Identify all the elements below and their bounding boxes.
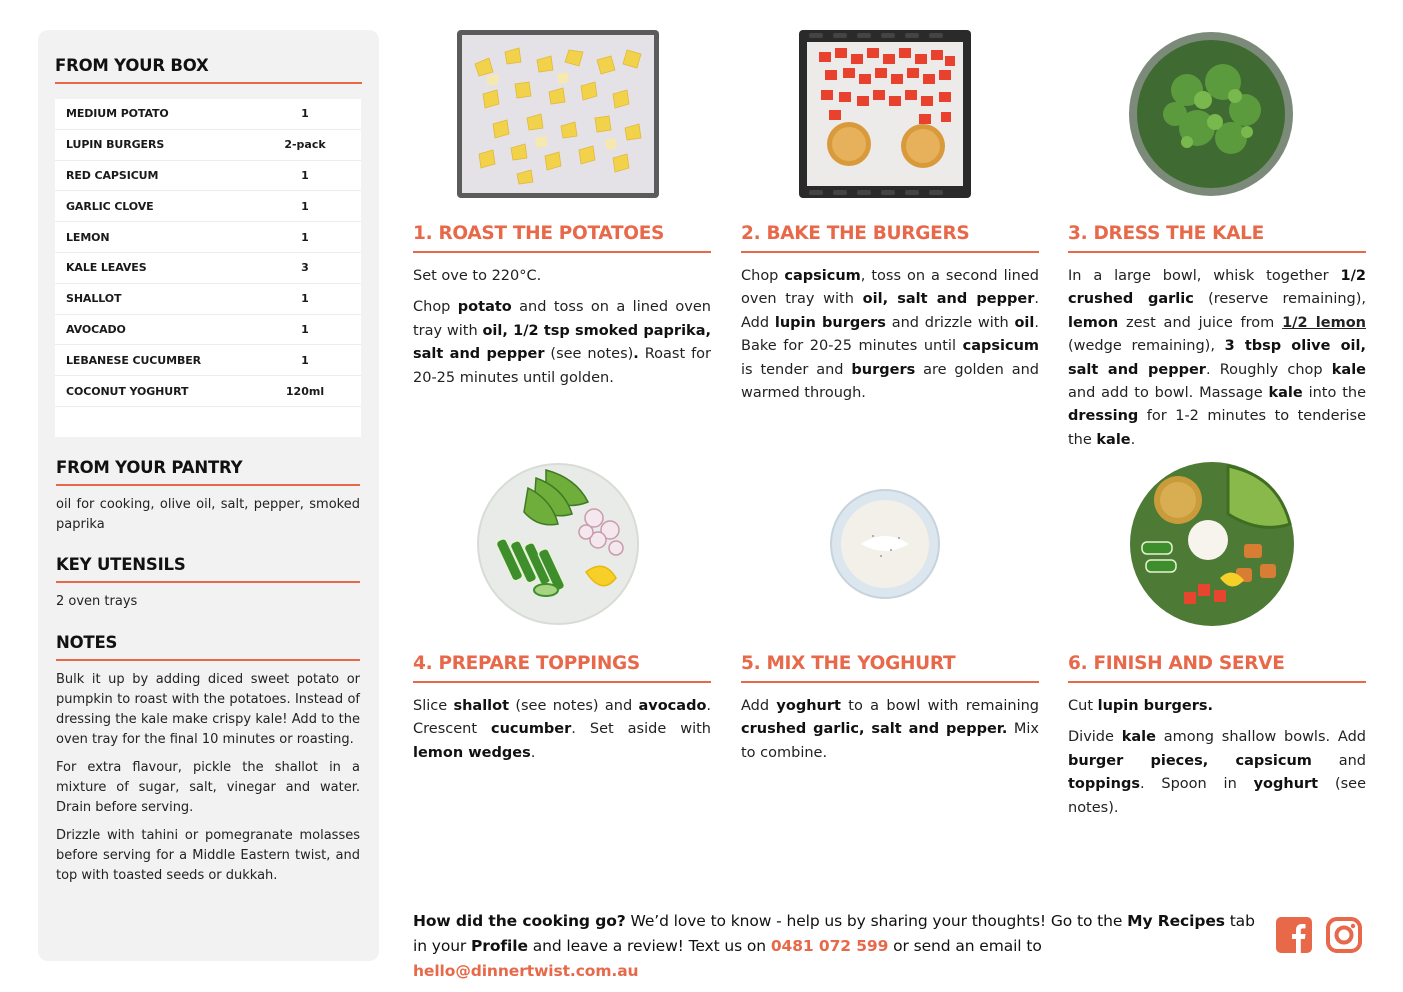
profile-label: Profile	[471, 937, 528, 955]
potato-tray-photo	[457, 30, 659, 198]
step-text-segment: potato	[457, 299, 512, 316]
step-text-segment: Chop	[741, 268, 785, 284]
ingredients-table	[55, 99, 361, 437]
step-text-segment: Mix to combine.	[741, 721, 1039, 761]
ingredient-qty: 1	[301, 322, 309, 336]
note-1: Bulk it up by adding diced sweet potato or pumpkin to roast with the potatoes. Instead of dressing the kale make crispy kale! Add to the oven tray for the final 10 minutes or roasting.	[56, 672, 360, 747]
step-text-segment: . Crescent	[413, 698, 712, 738]
ingredient-name: GARLIC CLOVE	[66, 199, 154, 213]
step-text-segment: burgers	[851, 361, 916, 378]
footer-text-2: tab in your	[413, 912, 1255, 955]
step-text-segment: for 1-2 minutes to tenderise the	[1068, 408, 1366, 448]
ingredient-name: SHALLOT	[66, 292, 122, 306]
feedback-footer	[413, 909, 1263, 984]
step-text-segment: and add to bowl. Massage	[1068, 385, 1269, 402]
step-text-segment: Chop	[413, 299, 458, 316]
facebook-icon[interactable]	[1275, 916, 1313, 954]
pantry-title: FROM YOUR PANTRY	[56, 458, 360, 486]
step-text-segment: 1/2 crushed garlic	[1068, 268, 1366, 308]
ingredient-row	[55, 191, 361, 222]
step-5-body	[741, 695, 1039, 765]
step-2-title: 2. BAKE THE BURGERS	[741, 223, 1039, 253]
step-text-segment: (see notes).	[1068, 776, 1366, 816]
step-text-segment: . Set aside with	[571, 721, 711, 738]
step-text-segment: zest and juice from	[1118, 314, 1283, 331]
step-text-segment: kale	[1331, 361, 1366, 378]
ingredient-name: RED CAPSICUM	[66, 168, 159, 182]
ingredient-name: KALE LEAVES	[66, 261, 147, 275]
step-text-segment: . Add	[741, 291, 1039, 331]
step-paragraph	[741, 265, 1039, 405]
step-text-segment: into the	[1302, 385, 1366, 402]
email-link[interactable]: hello@dinnertwist.com.au	[413, 962, 639, 980]
ingredient-name: MEDIUM POTATO	[66, 107, 169, 121]
step-3-body	[1068, 265, 1366, 452]
kale-bowl-photo	[1127, 30, 1295, 198]
instagram-icon[interactable]	[1325, 916, 1363, 954]
step-text-segment: dressing	[1068, 408, 1139, 425]
step-paragraph	[413, 695, 711, 765]
my-recipes-label: My Recipes	[1127, 912, 1225, 930]
ingredient-qty: 1	[301, 199, 309, 213]
step-text-segment: Set ove to 220°C.	[413, 268, 542, 284]
ingredient-row	[55, 345, 361, 376]
step-paragraph	[1068, 265, 1366, 452]
ingredient-name: COCONUT YOGHURT	[66, 384, 189, 398]
note-2: For extra flavour, pickle the shallot in a mixture of sugar, salt, vinegar and water. Drain before serving.	[56, 760, 360, 815]
step-text-segment: cucumber	[490, 721, 572, 738]
step-text-segment: kale	[1096, 431, 1131, 448]
pantry-section	[56, 458, 360, 535]
notes-section	[56, 633, 360, 894]
ingredient-row	[55, 130, 361, 161]
notes-title: NOTES	[56, 633, 360, 661]
step-text-segment: , toss on a second lined oven tray with	[741, 268, 1039, 308]
step-text-segment: shallot	[453, 698, 510, 714]
step-text-segment: (wedge remaining),	[1068, 338, 1225, 355]
step-1	[413, 223, 711, 398]
step-text-segment: lupin burgers.	[1097, 698, 1213, 714]
ingredient-qty: 1	[301, 168, 309, 182]
ingredient-qty: 1	[301, 353, 309, 367]
footer-text-1: We’d love to know - help us by sharing your thoughts! Go to the	[625, 912, 1128, 930]
ingredient-qty: 1	[301, 292, 309, 306]
step-1-body	[413, 265, 711, 390]
ingredient-row	[55, 161, 361, 192]
step-3	[1068, 223, 1366, 460]
step-text-segment: Cut	[1068, 698, 1098, 714]
step-text-segment: capsicum	[784, 268, 861, 284]
utensils-text: 2 oven trays	[56, 594, 138, 609]
step-text-segment: toppings	[1068, 776, 1140, 793]
note-3: Drizzle with tahini or pomegranate molasses before serving for a Middle Eastern twist, and top with toasted seeds or dukkah.	[56, 828, 360, 883]
ingredient-qty: 1	[301, 107, 309, 121]
footer-text-4: or send an email to	[888, 937, 1042, 955]
step-text-segment: and drizzle with	[885, 314, 1015, 331]
step-text-segment: Add	[741, 698, 777, 714]
ingredient-row	[55, 222, 361, 253]
notes-text	[56, 670, 360, 886]
step-paragraph	[413, 296, 711, 390]
ingredient-name: AVOCADO	[66, 322, 126, 336]
step-text-segment: lemon	[1068, 314, 1119, 331]
step-text-segment: Divide	[1068, 729, 1122, 746]
footer-lead: How did the cooking go?	[413, 912, 626, 930]
finished-bowl-photo	[1128, 460, 1296, 628]
ingredient-qty: 1	[301, 230, 309, 244]
step-text-segment: . Spoon in	[1139, 776, 1254, 793]
step-text-segment: to a bowl with remaining	[840, 698, 1039, 714]
utensils-section	[56, 555, 360, 612]
utensils-title: KEY UTENSILS	[56, 555, 360, 583]
step-2	[741, 223, 1039, 413]
step-text-segment: oil, salt and pepper	[862, 291, 1035, 308]
step-text-segment: . Roughly chop	[1205, 361, 1332, 378]
step-text-segment: burger pieces, capsicum	[1068, 752, 1312, 769]
step-4-title: 4. PREPARE TOPPINGS	[413, 653, 711, 683]
step-text-segment: is tender and	[741, 361, 852, 378]
ingredient-row	[55, 253, 361, 284]
step-text-segment: and toss on a lined oven tray with	[413, 299, 711, 339]
step-text-segment: oil	[1014, 314, 1035, 331]
ingredient-name: LEMON	[66, 230, 110, 244]
phone-link[interactable]: 0481 072 599	[770, 937, 889, 955]
step-text-segment: .	[1130, 431, 1136, 448]
step-text-segment: .	[530, 744, 536, 761]
ingredient-row	[55, 284, 361, 315]
step-paragraph	[1068, 695, 1366, 718]
step-paragraph	[741, 695, 1039, 765]
footer-text-3: and leave a review! Text us on	[527, 937, 771, 955]
step-text-segment: (see notes)	[544, 346, 634, 363]
step-text-segment: lupin burgers	[774, 314, 886, 331]
ingredient-name: LUPIN BURGERS	[66, 138, 165, 152]
step-text-segment: (reserve remaining),	[1193, 291, 1367, 308]
step-2-body	[741, 265, 1039, 405]
pantry-text: oil for cooking, olive oil, salt, pepper, smoked paprika	[56, 497, 360, 532]
step-text-segment: In a large bowl, whisk together	[1068, 268, 1341, 284]
step-5	[741, 653, 1039, 773]
step-paragraph	[413, 265, 711, 288]
step-text-segment: .	[633, 346, 639, 363]
step-text-segment: among shallow bowls. Add	[1155, 729, 1366, 746]
step-text-segment: (see notes) and	[509, 698, 639, 714]
step-4	[413, 653, 711, 773]
step-text-segment: yoghurt	[776, 698, 841, 714]
step-4-body	[413, 695, 711, 765]
burger-tray-photo	[799, 30, 971, 198]
ingredient-row	[55, 315, 361, 346]
step-text-segment: crushed garlic, salt and pepper.	[741, 721, 1008, 738]
step-1-title: 1. ROAST THE POTATOES	[413, 223, 711, 253]
step-6-body	[1068, 695, 1366, 820]
ingredient-row	[55, 376, 361, 407]
step-text-segment: kale	[1268, 385, 1303, 402]
step-paragraph	[1068, 726, 1366, 820]
step-5-title: 5. MIX THE YOGHURT	[741, 653, 1039, 683]
step-text-segment: oil, 1/2 tsp smoked paprika, salt and pepper	[413, 322, 711, 363]
step-text-segment: and	[1311, 752, 1366, 769]
step-text-segment: 1/2 lemon	[1282, 314, 1366, 331]
step-text-segment: yoghurt	[1253, 776, 1319, 793]
ingredient-name: LEBANESE CUCUMBER	[66, 353, 202, 367]
ingredient-qty: 120ml	[285, 384, 325, 398]
step-text-segment: . Bake for 20-25 minutes until	[741, 314, 1039, 355]
box-title: FROM YOUR BOX	[55, 56, 362, 84]
step-6	[1068, 653, 1366, 828]
ingredient-qty: 2-pack	[284, 138, 326, 152]
step-text-segment: capsicum	[962, 338, 1039, 355]
step-text-segment: kale	[1121, 729, 1156, 746]
ingredient-qty: 3	[301, 261, 309, 275]
step-text-segment: 3 tbsp olive oil, salt and pepper	[1068, 338, 1367, 378]
step-6-title: 6. FINISH AND SERVE	[1068, 653, 1366, 683]
step-text-segment: are golden and warmed through.	[741, 361, 1039, 402]
ingredient-row	[55, 99, 361, 130]
step-text-segment: avocado	[638, 698, 707, 714]
toppings-plate-photo	[476, 460, 640, 628]
step-3-title: 3. DRESS THE KALE	[1068, 223, 1366, 253]
step-text-segment: Slice	[413, 698, 454, 714]
step-text-segment: lemon wedges	[413, 744, 531, 761]
step-text-segment: Roast for 20-25 minutes until golden.	[413, 346, 712, 386]
yoghurt-bowl-photo	[829, 488, 941, 600]
sidebar	[38, 30, 379, 961]
